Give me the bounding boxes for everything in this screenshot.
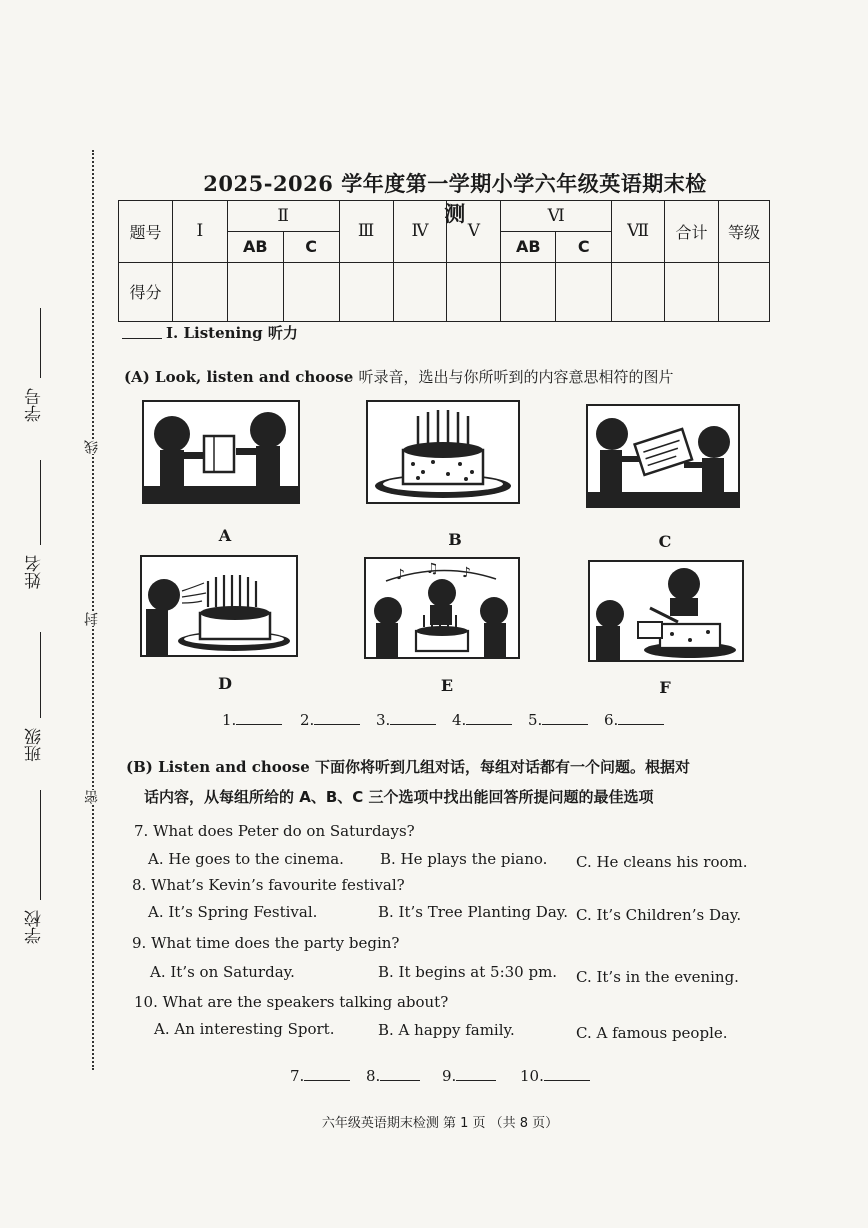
question-10-option-c[interactable]: C. A famous people. bbox=[576, 1024, 728, 1042]
answer-blank-9[interactable] bbox=[456, 1066, 496, 1081]
picture-e-label: E bbox=[440, 676, 454, 695]
seal-char-mi: 密 bbox=[84, 790, 100, 804]
answer-blank-10[interactable] bbox=[544, 1066, 590, 1081]
answer-blank-6[interactable] bbox=[618, 710, 664, 725]
answer-blank-8[interactable] bbox=[380, 1066, 420, 1081]
person-cutting-cake-icon bbox=[590, 562, 742, 660]
seal-char-xian: 线 bbox=[84, 440, 100, 454]
picture-b bbox=[366, 400, 520, 504]
grade-header: 等级 bbox=[718, 201, 769, 263]
picture-b-label: B bbox=[448, 530, 462, 549]
answer-blank-7[interactable] bbox=[304, 1066, 350, 1081]
score-table bbox=[118, 200, 770, 322]
question-10-option-b[interactable]: B. A happy family. bbox=[378, 1021, 515, 1039]
blank-number: 9. bbox=[442, 1067, 457, 1085]
partB-instruction-cn-2: 话内容，从每组所给的 A、B、C 三个选项中找出能回答所提问题的最佳选项 bbox=[144, 788, 654, 806]
part1-score-blank[interactable] bbox=[122, 338, 162, 339]
svg-text:♪: ♪ bbox=[396, 567, 405, 583]
score-cell[interactable] bbox=[172, 262, 227, 322]
question-7-option-c[interactable]: C. He cleans his room. bbox=[576, 853, 748, 871]
picture-f-label: F bbox=[659, 678, 671, 697]
question-7: 7. What does Peter do on Saturdays? bbox=[134, 822, 415, 840]
section-2-c-header: C bbox=[283, 231, 339, 262]
blank-number: 1. bbox=[222, 711, 237, 729]
score-cell[interactable] bbox=[227, 262, 283, 322]
partB-instruction-line2 bbox=[144, 786, 654, 807]
exam-title: 2025-2026 学年度第一学期小学六年级英语期末检测 bbox=[203, 171, 707, 226]
picture-d-label: D bbox=[218, 674, 232, 693]
question-7-option-b[interactable]: B. He plays the piano. bbox=[380, 850, 548, 868]
two-people-giving-gift-icon bbox=[144, 402, 298, 502]
score-cell[interactable] bbox=[393, 262, 447, 322]
binding-dotted-line bbox=[92, 150, 94, 1070]
picture-c bbox=[586, 404, 740, 508]
partB-instruction-en: (B) Listen and choose bbox=[126, 758, 310, 776]
blank-number: 3. bbox=[376, 711, 391, 729]
picture-f bbox=[588, 560, 744, 662]
section-4-header: Ⅳ bbox=[393, 201, 447, 263]
section-6-header: Ⅵ bbox=[501, 201, 612, 232]
svg-text:♫: ♫ bbox=[426, 561, 439, 577]
question-10-option-a[interactable]: A. An interesting Sport. bbox=[154, 1020, 335, 1038]
partB-instruction-cn-1: 下面你将听到几组对话，每组对话都有一个问题。根据对 bbox=[315, 758, 691, 776]
partA-instruction-en: (A) Look, listen and choose bbox=[124, 368, 354, 386]
score-cell[interactable] bbox=[501, 262, 556, 322]
section-1-header: Ⅰ bbox=[172, 201, 227, 263]
section-3-header: Ⅲ bbox=[339, 201, 393, 263]
picture-d bbox=[140, 555, 298, 657]
class-label: 班级 bbox=[25, 728, 45, 762]
school-label: 学校 bbox=[25, 910, 45, 944]
school-field[interactable] bbox=[40, 790, 41, 900]
page-footer: 六年级英语期末检测 第 1 页 （共 8 页） bbox=[321, 1116, 559, 1131]
score-cell[interactable] bbox=[665, 262, 719, 322]
people-singing-around-cake-icon bbox=[366, 559, 518, 657]
blank-number: 7. bbox=[290, 1067, 305, 1085]
section-2-ab-header: AB bbox=[227, 231, 283, 262]
score-cell[interactable] bbox=[612, 262, 665, 322]
section-5-header: Ⅴ bbox=[447, 201, 501, 263]
question-8: 8. What’s Kevin’s favourite festival? bbox=[132, 876, 405, 894]
section-6-c-header: C bbox=[556, 231, 612, 262]
question-7-option-a[interactable]: A. He goes to the cinema. bbox=[148, 850, 344, 868]
partB-instruction-line1 bbox=[126, 756, 690, 777]
section-2-header: Ⅱ bbox=[227, 201, 339, 232]
total-header: 合计 bbox=[665, 201, 719, 263]
blank-number: 5. bbox=[528, 711, 543, 729]
section-7-header: Ⅶ bbox=[612, 201, 665, 263]
blank-number: 4. bbox=[452, 711, 467, 729]
blank-number: 8. bbox=[366, 1067, 381, 1085]
blank-number: 6. bbox=[604, 711, 619, 729]
partA-instruction-cn: 听录音，选出与你所听到的内容意思相符的图片 bbox=[358, 368, 674, 386]
score-cell[interactable] bbox=[556, 262, 612, 322]
score-row-header: 得分 bbox=[119, 262, 173, 322]
two-people-giving-card-icon bbox=[588, 406, 738, 506]
score-cell[interactable] bbox=[339, 262, 393, 322]
birthday-cake-icon bbox=[368, 402, 518, 502]
picture-c-label: C bbox=[658, 532, 672, 551]
answer-blank-2[interactable] bbox=[314, 710, 360, 725]
name-field[interactable] bbox=[40, 460, 41, 545]
answer-blank-1[interactable] bbox=[236, 710, 282, 725]
class-field[interactable] bbox=[40, 632, 41, 718]
answer-blank-3[interactable] bbox=[390, 710, 436, 725]
question-9: 9. What time does the party begin? bbox=[132, 934, 400, 952]
student-id-label: 学号 bbox=[25, 388, 45, 422]
section-6-ab-header: AB bbox=[501, 231, 556, 262]
person-blowing-candles-icon bbox=[142, 557, 296, 655]
picture-a-label: A bbox=[218, 526, 232, 545]
item-number-header: 题号 bbox=[119, 201, 173, 263]
question-10: 10. What are the speakers talking about? bbox=[134, 993, 449, 1011]
picture-e bbox=[364, 557, 520, 659]
question-9-option-c[interactable]: C. It’s in the evening. bbox=[576, 968, 739, 986]
score-cell[interactable] bbox=[718, 262, 769, 322]
blank-number: 10. bbox=[520, 1067, 544, 1085]
answer-blank-5[interactable] bbox=[542, 710, 588, 725]
name-label: 姓名 bbox=[25, 555, 45, 589]
answer-blank-4[interactable] bbox=[466, 710, 512, 725]
question-8-option-a[interactable]: A. It’s Spring Festival. bbox=[148, 903, 318, 921]
partA-instruction bbox=[124, 366, 674, 387]
question-9-option-a[interactable]: A. It’s on Saturday. bbox=[150, 963, 295, 981]
question-9-option-b[interactable]: B. It begins at 5:30 pm. bbox=[378, 963, 558, 981]
seal-char-feng: 封 bbox=[84, 612, 100, 626]
score-cell[interactable] bbox=[447, 262, 501, 322]
svg-text:♪: ♪ bbox=[462, 565, 471, 581]
score-cell[interactable] bbox=[283, 262, 339, 322]
student-id-field[interactable] bbox=[40, 308, 41, 378]
blank-number: 2. bbox=[300, 711, 315, 729]
question-8-option-b[interactable]: B. It’s Tree Planting Day. bbox=[378, 903, 569, 921]
picture-a bbox=[142, 400, 300, 504]
part1-heading: Ⅰ. Listening 听力 bbox=[166, 324, 298, 342]
question-8-option-c[interactable]: C. It’s Children’s Day. bbox=[576, 906, 742, 924]
